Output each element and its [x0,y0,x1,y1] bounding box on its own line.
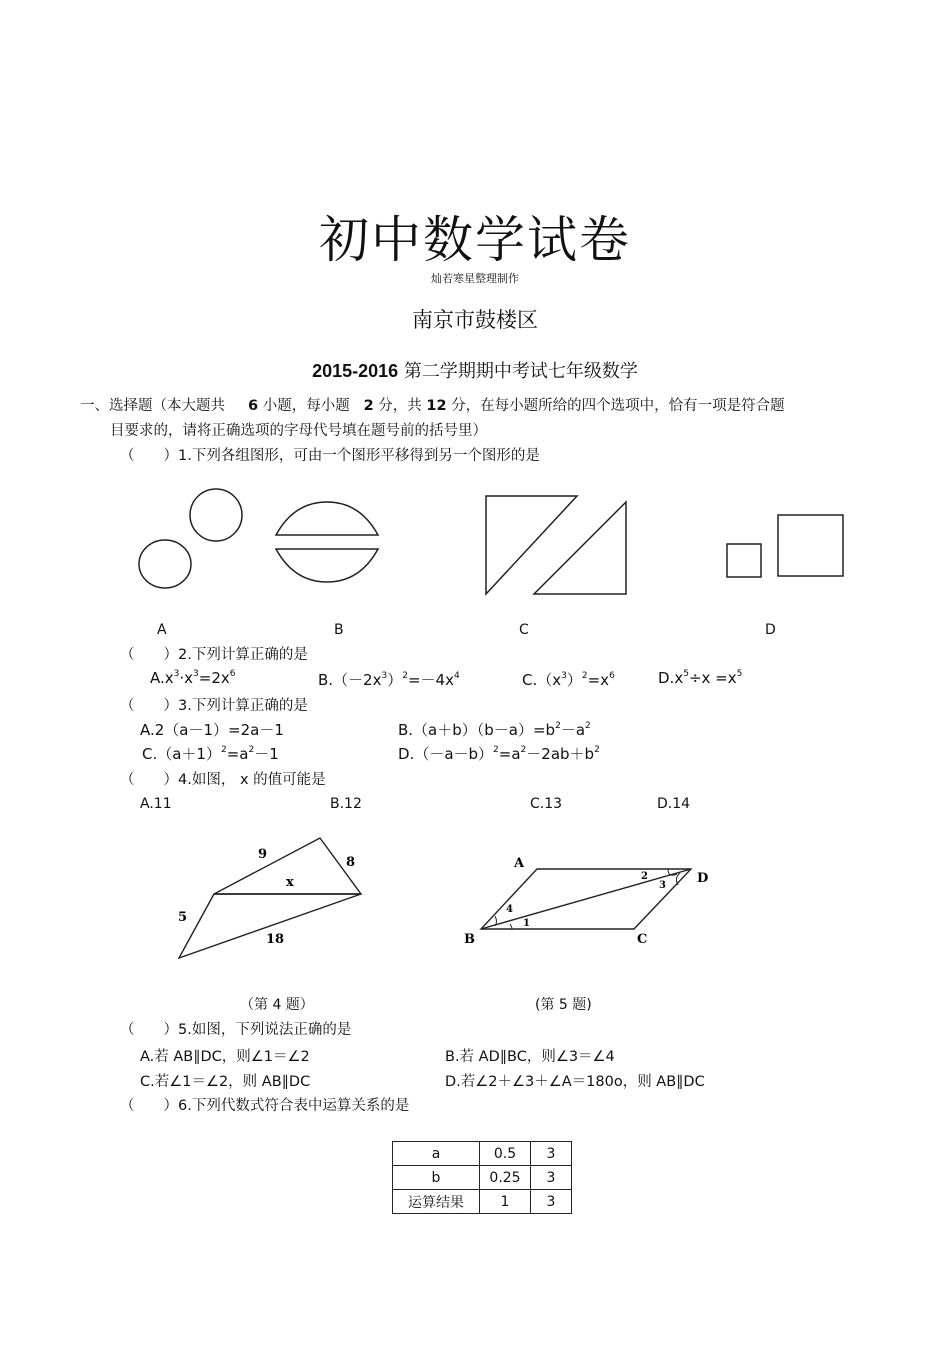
q3-option-d: $D.(-a-b)^2=a^2-2ab+b^2$ [398,745,600,763]
section-instructions-line2: 目要求的，请将正确选项的字母代号填在题号前的括号里） [110,423,487,439]
q4-option-c: C.13 [530,796,563,812]
table-cell: 0.25 [480,1166,531,1190]
q5-diagonal-bd [481,869,691,929]
q5-option-c: C.若∠1＝∠2，则 AB∥DC [140,1074,311,1090]
q4-label-8: 8 [346,855,356,870]
question-1-stem: （ ）1.下列各组图形，可由一个图形平移得到另一个图形的是 [120,448,540,464]
q4-figure-caption: （第 4 题） [240,997,314,1013]
section-instructions: 一、选择题（本大题共 6 小题，每小题 2 分，共 12 分，在每小题所给的四个选项中，恰有一项是符合题 [80,398,785,414]
table-row [393,1142,572,1166]
q5-vertex-c: C [637,932,648,947]
question-5-stem: （ ）5.如图，下列说法正确的是 [120,1022,352,1038]
q5-option-d: D.若∠2＋∠3＋∠A＝180o，则 AB∥DC [445,1074,705,1090]
q4-lower-triangle [179,894,361,958]
q1-c-triangle-right [534,502,626,594]
q1-a-circle-bottom [139,540,191,588]
q5-option-a: A.若 AB∥DC，则∠1＝∠2 [140,1049,310,1065]
q5-angle-1-label: 1 [523,918,530,929]
paper-subtitle: 灿若寒星整理制作 [431,272,519,285]
q5-angle-2-label: 2 [641,871,648,882]
q4-option-d: D.14 [657,796,691,812]
q1-label-b: B [334,622,344,638]
q1-label-d: D [765,622,776,638]
q2-option-a: $A.x^3\cdot x^3=2x^6$ [150,669,236,687]
q4-option-b: B.12 [330,796,362,812]
table-row [393,1166,572,1190]
table-cell: 运算结果 [393,1190,480,1214]
table-cell: 1 [480,1190,531,1214]
table-row [393,1190,572,1214]
q3-option-b: $B.(a+b)(b-a)=b^2-a^2$ [398,721,591,739]
question-3-stem: （ ）3.下列计算正确的是 [120,698,308,714]
q1-c-triangle-left [486,496,577,594]
q5-angle-3-label: 3 [659,880,666,891]
q2-option-d: $D.x^5\div x =x^5$ [658,669,743,687]
q3-option-a: A.2（a－1）=2a－1 [140,721,284,739]
q2-option-b: $B.(-2x^3)^2=-4x^4$ [318,671,460,689]
q1-a-circle-top [190,489,242,541]
q1-label-c: C [519,622,529,638]
q5-vertex-d: D [697,871,709,886]
question-4-stem: （ ）4.如图， x 的值可能是 [120,772,326,788]
table-cell: 3 [531,1166,572,1190]
q2-option-c: $C.(x^3)^2=x^6$ [522,671,615,689]
exam-year: 2015-2016 [312,361,399,381]
question-6-stem: （ ）6.下列代数式符合表中运算关系的是 [120,1098,410,1114]
q1-label-a: A [157,622,167,638]
q4-label-9: 9 [258,847,268,862]
table-cell: 3 [531,1142,572,1166]
q5-vertex-b: B [464,932,475,947]
q1-b-bottom-half [276,549,378,582]
q1-b-top-half [276,502,378,535]
q5-vertex-a: A [514,856,525,871]
district-heading: 南京市鼓楼区 [412,308,538,332]
question-2-stem: （ ）2.下列计算正确的是 [120,647,308,663]
q4-label-5: 5 [178,910,188,925]
q6-operation-table [392,1141,572,1214]
q5-angle-1-arc [510,924,512,929]
q3-option-c: $C.(a+1)^2=a^2-1$ [142,745,279,763]
q4-option-a: A.11 [140,796,172,812]
exam-name: 第二学期期中考试七年级数学 [403,361,638,382]
table-cell: a [393,1142,480,1166]
paper-title: 初中数学试卷 [319,211,631,269]
table-cell: 3 [531,1190,572,1214]
table-cell: 0.5 [480,1142,531,1166]
q5-option-b: B.若 AD∥BC，则∠3＝∠4 [445,1049,615,1065]
q5-figure-caption: (第 5 题) [535,997,592,1013]
q4-label-18: 18 [266,932,285,947]
q5-angle-4-label: 4 [506,904,513,915]
q1-d-large-square [778,515,843,576]
q4-label-x: x [286,875,294,890]
table-cell: b [393,1166,480,1190]
q1-d-small-square [727,544,761,577]
